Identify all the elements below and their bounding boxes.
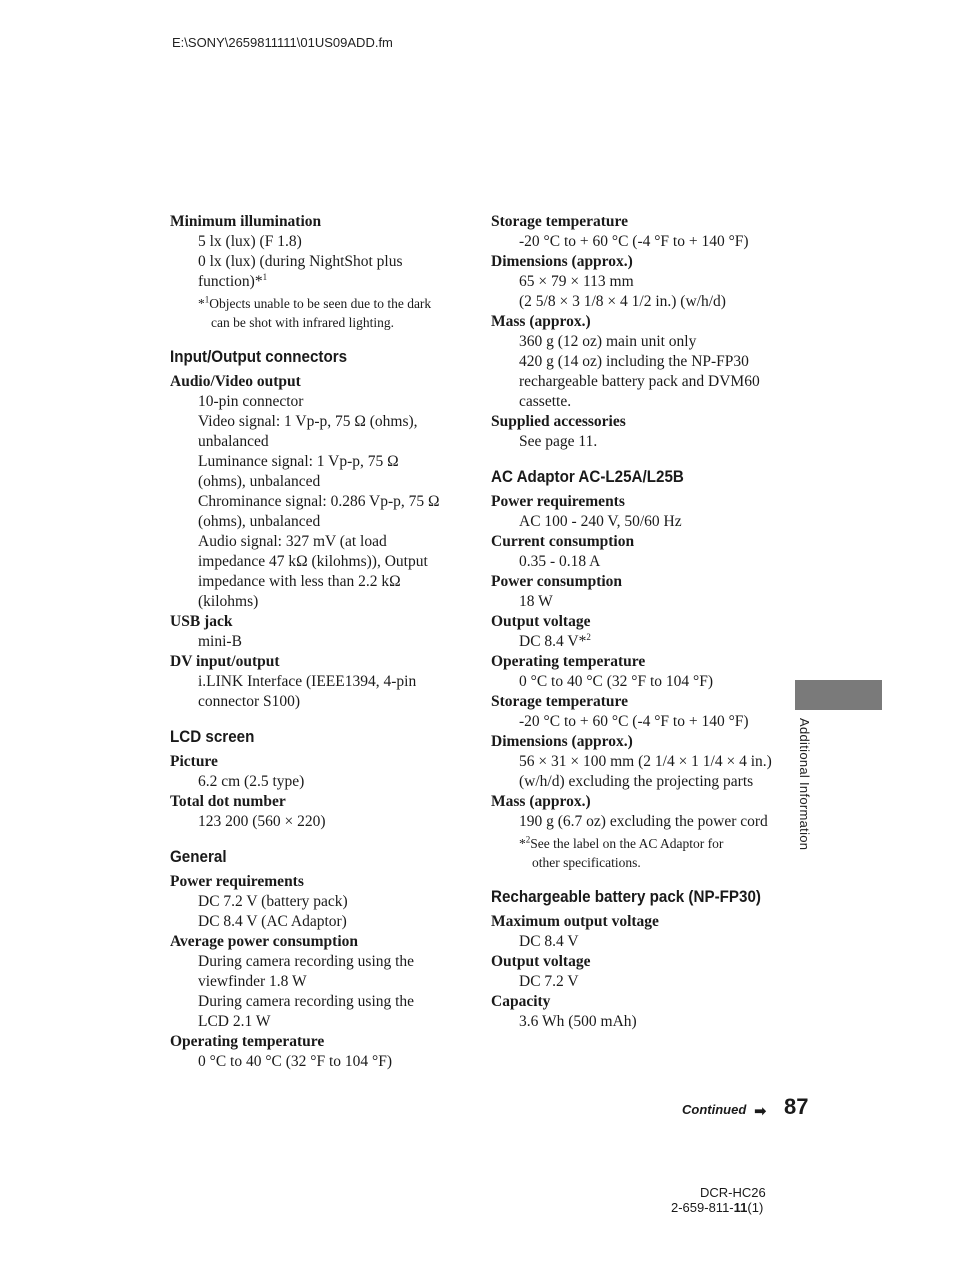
spec-term: Minimum illumination <box>170 213 322 230</box>
footnote-mark: * <box>519 836 526 851</box>
footnote-ref: 2 <box>586 631 591 642</box>
part-number-revision: 11 <box>733 1200 748 1215</box>
page-number: 87 <box>784 1094 809 1119</box>
spec-value: 0.35 - 0.18 A <box>519 553 601 570</box>
footnote-ref: 1 <box>262 271 268 282</box>
spec-term: Mass (approx.) <box>491 793 591 810</box>
spec-term: Total dot number <box>170 793 286 810</box>
spec-value <box>491 632 791 652</box>
section-tab-marker <box>795 680 882 710</box>
spec-term: Output voltage <box>491 953 591 970</box>
right-column <box>491 212 791 1032</box>
footnote-number: 1 <box>204 294 210 305</box>
spec-value: cassette. <box>519 393 572 410</box>
spec-value: 0 lx (lux) (during NightShot plus <box>198 253 403 270</box>
spec-value: Luminance signal: 1 Vp-p, 75 Ω <box>198 453 399 470</box>
footnote-text: other specifications. <box>532 855 641 870</box>
spec-value: DC 8.4 V <box>519 933 579 950</box>
section-heading-io: Input/Output connectors <box>170 348 348 366</box>
spec-value: 18 W <box>519 593 553 610</box>
part-number-prefix: 2-659-811- <box>671 1200 734 1215</box>
section-side-label: Additional Information <box>797 718 812 851</box>
spec-value: 6.2 cm (2.5 type) <box>198 773 305 790</box>
part-number-suffix: (1) <box>747 1200 764 1215</box>
spec-value: 420 g (14 oz) including the NP-FP30 <box>519 353 749 370</box>
spec-value: DC 7.2 V <box>519 973 579 990</box>
spec-value: During camera recording using the <box>198 953 415 970</box>
spec-value: Chrominance signal: 0.286 Vp-p, 75 Ω <box>198 493 440 510</box>
spec-term: Current consumption <box>491 533 635 550</box>
spec-term: Maximum output voltage <box>491 913 659 930</box>
footnote <box>491 834 791 872</box>
spec-term: Operating temperature <box>491 653 646 670</box>
section-heading-ac-adaptor: AC Adaptor AC-L25A/L25B <box>491 468 684 486</box>
footnote-mark: * <box>198 296 205 311</box>
spec-value: AC 100 - 240 V, 50/60 Hz <box>519 513 682 530</box>
spec-value: -20 °C to + 60 °C (-4 °F to + 140 °F) <box>519 233 749 250</box>
spec-value: DC 8.4 V (AC Adaptor) <box>198 913 347 930</box>
spec-value: impedance with less than 2.2 kΩ <box>198 573 401 590</box>
spec-value: rechargeable battery pack and DVM60 <box>519 373 760 390</box>
spec-value: 360 g (12 oz) main unit only <box>519 333 697 350</box>
spec-value: 5 lx (lux) (F 1.8) <box>198 233 302 250</box>
spec-term: Output voltage <box>491 613 591 630</box>
footnote-text: can be shot with infrared lighting. <box>211 315 394 330</box>
spec-value: 123 200 (560 × 220) <box>198 813 326 830</box>
spec-value: 10-pin connector <box>198 393 304 410</box>
spec-term: Operating temperature <box>170 1033 325 1050</box>
model-number: DCR-HC26 <box>700 1185 766 1200</box>
spec-value: impedance 47 kΩ (kilohms)), Output <box>198 553 428 570</box>
spec-term: Storage temperature <box>491 693 629 710</box>
file-path: E:\SONY\2659811111\01US09ADD.fm <box>172 35 393 50</box>
section-heading-general: General <box>170 848 227 866</box>
footnote-text: Objects unable to be seen due to the dark <box>209 296 432 311</box>
footnote-number: 2 <box>525 834 531 845</box>
spec-term: Power requirements <box>170 873 304 890</box>
spec-value: See page 11. <box>519 433 598 450</box>
spec-value: i.LINK Interface (IEEE1394, 4-pin <box>198 673 417 690</box>
spec-value: (ohms), unbalanced <box>198 473 321 490</box>
spec-value: connector S100) <box>198 693 301 710</box>
spec-value: 0 °C to 40 °C (32 °F to 104 °F) <box>519 673 714 690</box>
continued-label: Continued <box>682 1102 747 1117</box>
spec-term: Average power consumption <box>170 933 358 950</box>
spec-term: Dimensions (approx.) <box>491 253 633 270</box>
spec-term: DV input/output <box>170 653 280 670</box>
footnote <box>170 294 470 332</box>
spec-value: (kilohms) <box>198 593 259 610</box>
spec-value: 56 × 31 × 100 mm (2 1/4 × 1 1/4 × 4 in.) <box>519 753 772 770</box>
spec-value: -20 °C to + 60 °C (-4 °F to + 140 °F) <box>519 713 749 730</box>
spec-value: DC 7.2 V (battery pack) <box>198 893 348 910</box>
section-heading-lcd: LCD screen <box>170 728 255 746</box>
spec-value-text: DC 8.4 V* <box>519 633 587 650</box>
spec-value: Video signal: 1 Vp-p, 75 Ω (ohms), <box>198 413 418 430</box>
spec-value: Audio signal: 327 mV (at load <box>198 533 387 550</box>
spec-term: Capacity <box>491 993 551 1010</box>
spec-value: 190 g (6.7 oz) excluding the power cord <box>519 813 768 830</box>
spec-term: Dimensions (approx.) <box>491 733 633 750</box>
spec-value <box>170 272 470 292</box>
spec-term: Storage temperature <box>491 213 629 230</box>
spec-term: USB jack <box>170 613 233 630</box>
spec-value: 65 × 79 × 113 mm <box>519 273 634 290</box>
left-column <box>170 212 470 1072</box>
right-arrow-icon: ➡ <box>754 1102 767 1120</box>
spec-value: mini-B <box>198 633 242 650</box>
footnote-text: See the label on the AC Adaptor for <box>530 836 724 851</box>
spec-value: During camera recording using the <box>198 993 415 1010</box>
spec-value: LCD 2.1 W <box>198 1013 271 1030</box>
spec-value: 3.6 Wh (500 mAh) <box>519 1013 637 1030</box>
section-heading-battery: Rechargeable battery pack (NP-FP30) <box>491 888 761 906</box>
spec-value: (ohms), unbalanced <box>198 513 321 530</box>
spec-value: viewfinder 1.8 W <box>198 973 307 990</box>
spec-term: Supplied accessories <box>491 413 626 430</box>
spec-value: (2 5/8 × 3 1/8 × 4 1/2 in.) (w/h/d) <box>519 293 726 310</box>
spec-value-text: function)* <box>198 273 263 290</box>
spec-term: Audio/Video output <box>170 373 301 390</box>
spec-value: unbalanced <box>198 433 269 450</box>
spec-term: Picture <box>170 753 218 770</box>
spec-term: Power consumption <box>491 573 623 590</box>
spec-value: (w/h/d) excluding the projecting parts <box>519 773 754 790</box>
spec-term: Mass (approx.) <box>491 313 591 330</box>
spec-term: Power requirements <box>491 493 625 510</box>
spec-value: 0 °C to 40 °C (32 °F to 104 °F) <box>198 1053 393 1070</box>
part-number <box>671 1200 763 1215</box>
